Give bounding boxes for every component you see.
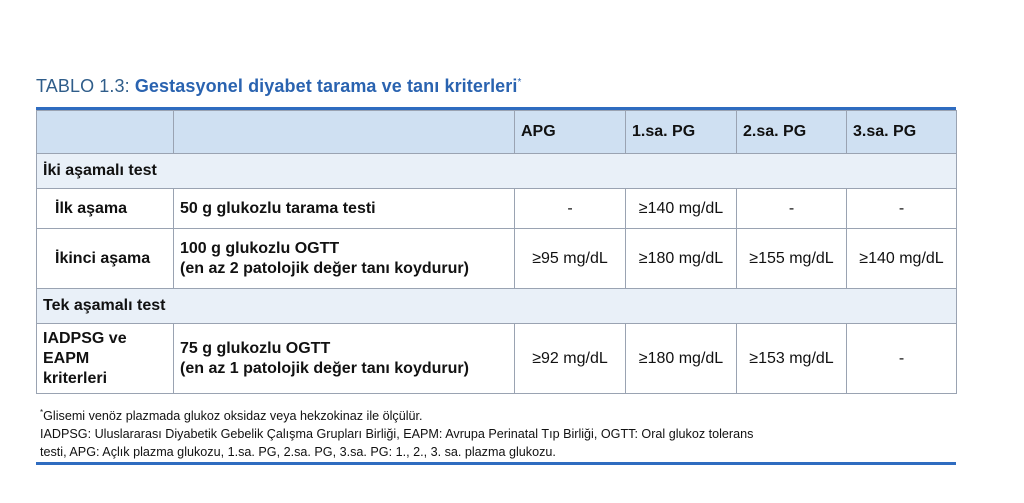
footnote-line: testi, APG: Açlık plazma glukozu, 1.sa. PG, 2.sa. PG, 3.sa. PG: 1., 2., 3. sa. plazma glukozu.: [40, 445, 556, 460]
footnote-marker: *: [40, 408, 44, 417]
stage-line: kriterleri: [43, 369, 108, 387]
table-row: [37, 229, 957, 289]
value-cell-1h: ≥180 mg/dL: [626, 229, 737, 289]
footnote-line: IADPSG: Uluslararası Diyabetik Gebelik Çalışma Grupları Birliği, EAPM: Avrupa Perinatal Tıp Birliği, OGTT: Oral glukoz tolerans: [40, 427, 754, 442]
value-cell-apg: -: [515, 189, 626, 229]
section-row-one-step: [37, 289, 957, 324]
caption-prefix: TABLO 1.3:: [36, 76, 130, 96]
test-description-note: (en az 2 patolojik değer tanı koydurur): [180, 259, 469, 277]
test-description-line: 75 g glukozlu OGTT: [180, 339, 331, 357]
header-cell-apg: APG: [515, 111, 626, 154]
test-description-cell: [174, 189, 515, 229]
criteria-table: [36, 110, 957, 394]
bottom-rule: [36, 462, 956, 465]
header-cell-stage: [37, 111, 174, 154]
header-row: [37, 111, 957, 154]
stage-cell: İlk aşama: [37, 189, 174, 229]
value-cell-2h: -: [737, 189, 847, 229]
value-cell-1h: ≥140 mg/dL: [626, 189, 737, 229]
value-cell-3h: ≥140 mg/dL: [847, 229, 957, 289]
header-cell-2h-pg: 2.sa. PG: [737, 111, 847, 154]
test-description-line: 50 g glukozlu tarama testi: [180, 199, 376, 217]
value-cell-2h: ≥153 mg/dL: [737, 324, 847, 394]
caption-title: Gestasyonel diyabet tarama ve tanı kriterleri: [134, 76, 518, 96]
section-title: Tek aşamalı test: [37, 289, 957, 324]
value-cell-3h: -: [847, 189, 957, 229]
caption-footnote-marker: *: [517, 77, 522, 88]
stage-line: EAPM: [43, 349, 90, 367]
table-row: [37, 324, 957, 394]
header-cell-1h-pg: 1.sa. PG: [626, 111, 737, 154]
table-footnotes: [40, 404, 950, 461]
test-description-cell: [174, 229, 515, 289]
footnote-line: [40, 404, 950, 425]
stage-cell: İkinci aşama: [37, 229, 174, 289]
test-description-cell: [174, 324, 515, 394]
test-description-line: 100 g glukozlu OGTT: [180, 239, 340, 257]
header-cell-test: [174, 111, 515, 154]
test-description-note: (en az 1 patolojik değer tanı koydurur): [180, 359, 469, 377]
stage-line: IADPSG ve: [43, 329, 127, 347]
table-caption: [36, 76, 522, 97]
section-row-two-step: [37, 154, 957, 189]
header-cell-3h-pg: 3.sa. PG: [847, 111, 957, 154]
value-cell-apg: ≥92 mg/dL: [515, 324, 626, 394]
footnote-text: Glisemi venöz plazmada glukoz oksidaz veya hekzokinaz ile ölçülür.: [43, 409, 423, 424]
section-title: İki aşamalı test: [37, 154, 957, 189]
value-cell-1h: ≥180 mg/dL: [626, 324, 737, 394]
table-row: [37, 189, 957, 229]
value-cell-3h: -: [847, 324, 957, 394]
stage-cell: [37, 324, 174, 394]
value-cell-apg: ≥95 mg/dL: [515, 229, 626, 289]
value-cell-2h: ≥155 mg/dL: [737, 229, 847, 289]
